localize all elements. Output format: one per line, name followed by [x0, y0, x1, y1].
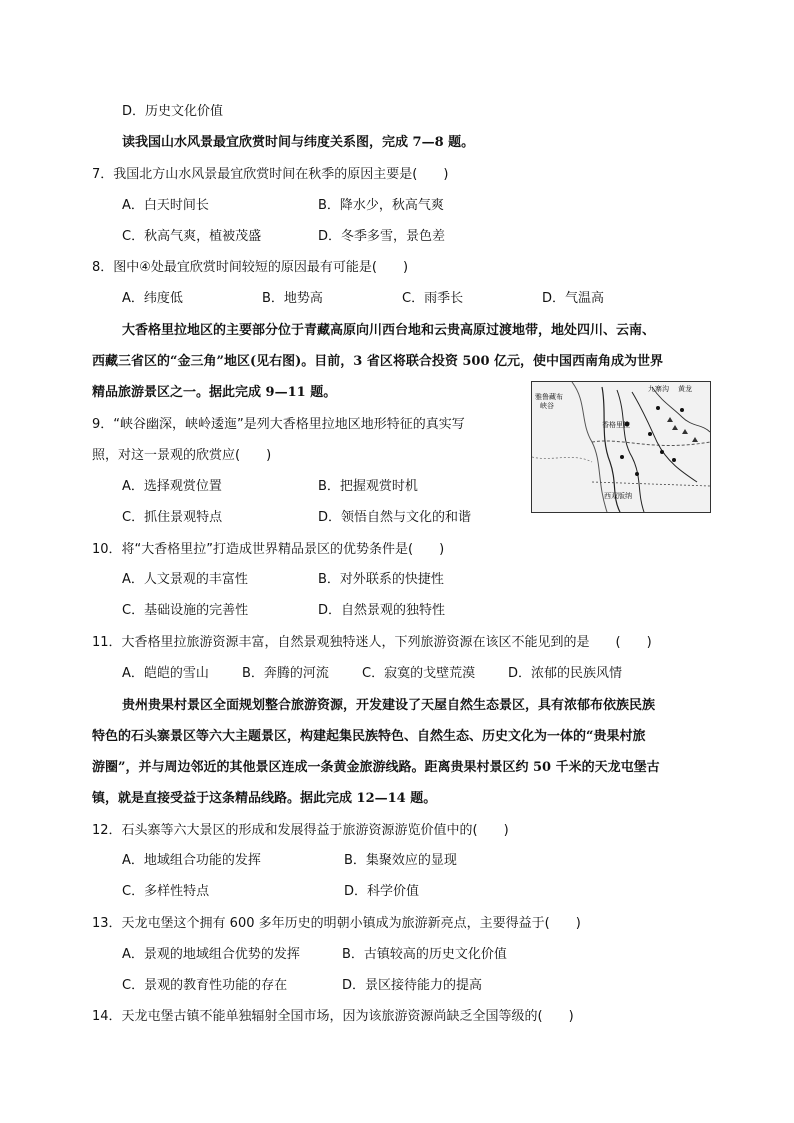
q9-option-d: D．领悟自然与文化的和谐: [318, 510, 472, 525]
intro-7-8: 读我国山水风景最宜欣赏时间与纬度关系图，完成 7—8 题。: [122, 135, 475, 150]
q8-stem: 8．图中④处最宜欣赏时间较短的原因最有可能是( ): [92, 260, 409, 275]
q11-option-a: A．皑皑的雪山: [122, 666, 209, 681]
q11-option-c: C．寂寞的戈壁荒漠: [362, 666, 476, 681]
q8-option-b: B．地势高: [262, 291, 323, 306]
map-drawing: [532, 382, 710, 512]
q7-option-d: D．冬季多雪，景色差: [318, 229, 446, 244]
q8-option-a: A．纬度低: [122, 291, 183, 306]
q12-option-b: B．集聚效应的显现: [344, 853, 457, 868]
intro-12-14-line1: 贵州贵果村景区全面规划整合旅游资源，开发建设了天屋自然生态景区，具有浓郁布依族民族: [122, 698, 656, 713]
q13-stem: 13．天龙屯堡这个拥有 600 多年历史的明朝小镇成为旅游新亮点，主要得益于( ): [92, 916, 581, 931]
map-label-huanglong: 黄龙: [678, 385, 692, 393]
q12-option-a: A．地域组合功能的发挥: [122, 853, 261, 868]
intro-12-14-line3: 游圈”，并与周边邻近的其他景区连成一条黄金旅游线路。距离贵果村景区约 50 千米的天龙屯堡古: [92, 760, 660, 775]
intro-9-11-line1: 大香格里拉地区的主要部分位于青藏高原向川西台地和云贵高原过渡地带，地处四川、云南、: [122, 323, 656, 338]
q6-option-d: D．历史文化价值: [122, 104, 224, 119]
q11-stem: 11．大香格里拉旅游资源丰富，自然景观独特迷人，下列旅游资源在该区不能见到的是 ( ): [92, 635, 652, 650]
q13-option-a: A．景观的地域组合优势的发挥: [122, 947, 300, 962]
q9-option-c: C．抓住景观特点: [122, 510, 223, 525]
shangri-la-map: [531, 381, 711, 513]
map-label-gorge: 峡谷: [540, 402, 554, 410]
q7-option-b: B．降水少，秋高气爽: [318, 198, 444, 213]
q12-stem: 12．石头寨等六大景区的形成和发展得益于旅游资源游览价值中的( ): [92, 823, 509, 838]
intro-12-14-line4: 镇，就是直接受益于这条精品线路。据此完成 12—14 题。: [92, 791, 437, 806]
intro-9-11-line2: 西藏三省区的“金三角”地区(见右图)。目前，3 省区将联合投资 500 亿元，使中国西南角成为世界: [92, 354, 664, 369]
q7-stem: 7．我国北方山水风景最宜欣赏时间在秋季的原因主要是( ): [92, 167, 449, 182]
q13-option-b: B．古镇较高的历史文化价值: [342, 947, 507, 962]
q10-option-a: A．人文景观的丰富性: [122, 572, 248, 587]
q9-option-a: A．选择观赏位置: [122, 479, 222, 494]
map-label-jiuzhaigou: 九寨沟: [648, 385, 669, 393]
q10-stem: 10．将“大香格里拉”打造成世界精品景区的优势条件是( ): [92, 542, 445, 557]
q13-option-d: D．景区接待能力的提高: [342, 978, 483, 993]
map-label-shangri-la: 香格里拉: [602, 421, 630, 429]
q10-option-b: B．对外联系的快捷性: [318, 572, 444, 587]
q12-option-d: D．科学价值: [344, 884, 420, 899]
q13-option-c: C．景观的教育性功能的存在: [122, 978, 288, 993]
q14-stem: 14．天龙屯堡古镇不能单独辐射全国市场，因为该旅游资源尚缺乏全国等级的( ): [92, 1009, 574, 1024]
map-label-xishuangbanna: 西双版纳: [604, 492, 632, 500]
q8-option-d: D．气温高: [542, 291, 605, 306]
q7-option-a: A．白天时间长: [122, 198, 209, 213]
intro-9-11-line3: 精品旅游景区之一。据此完成 9—11 题。: [92, 385, 337, 400]
q9-stem-line2: 照，对这一景观的欣赏应( ): [92, 448, 272, 463]
q10-option-c: C．基础设施的完善性: [122, 603, 249, 618]
q11-option-d: D．浓郁的民族风情: [508, 666, 623, 681]
q11-option-b: B．奔腾的河流: [242, 666, 329, 681]
q12-option-c: C．多样性特点: [122, 884, 210, 899]
map-label-yarlung: 雅鲁藏布: [535, 393, 563, 401]
q10-option-d: D．自然景观的独特性: [318, 603, 446, 618]
q9-option-b: B．把握观赏时机: [318, 479, 418, 494]
intro-12-14-line2: 特色的石头寨景区等六大主题景区，构建起集民族特色、自然生态、历史文化为一体的“贵果村旅: [92, 729, 646, 744]
q9-stem-line1: 9．“峡谷幽深，峡岭逶迤”是列大香格里拉地区地形特征的真实写: [92, 417, 465, 432]
q7-option-c: C．秋高气爽，植被茂盛: [122, 229, 262, 244]
q8-option-c: C．雨季长: [402, 291, 464, 306]
